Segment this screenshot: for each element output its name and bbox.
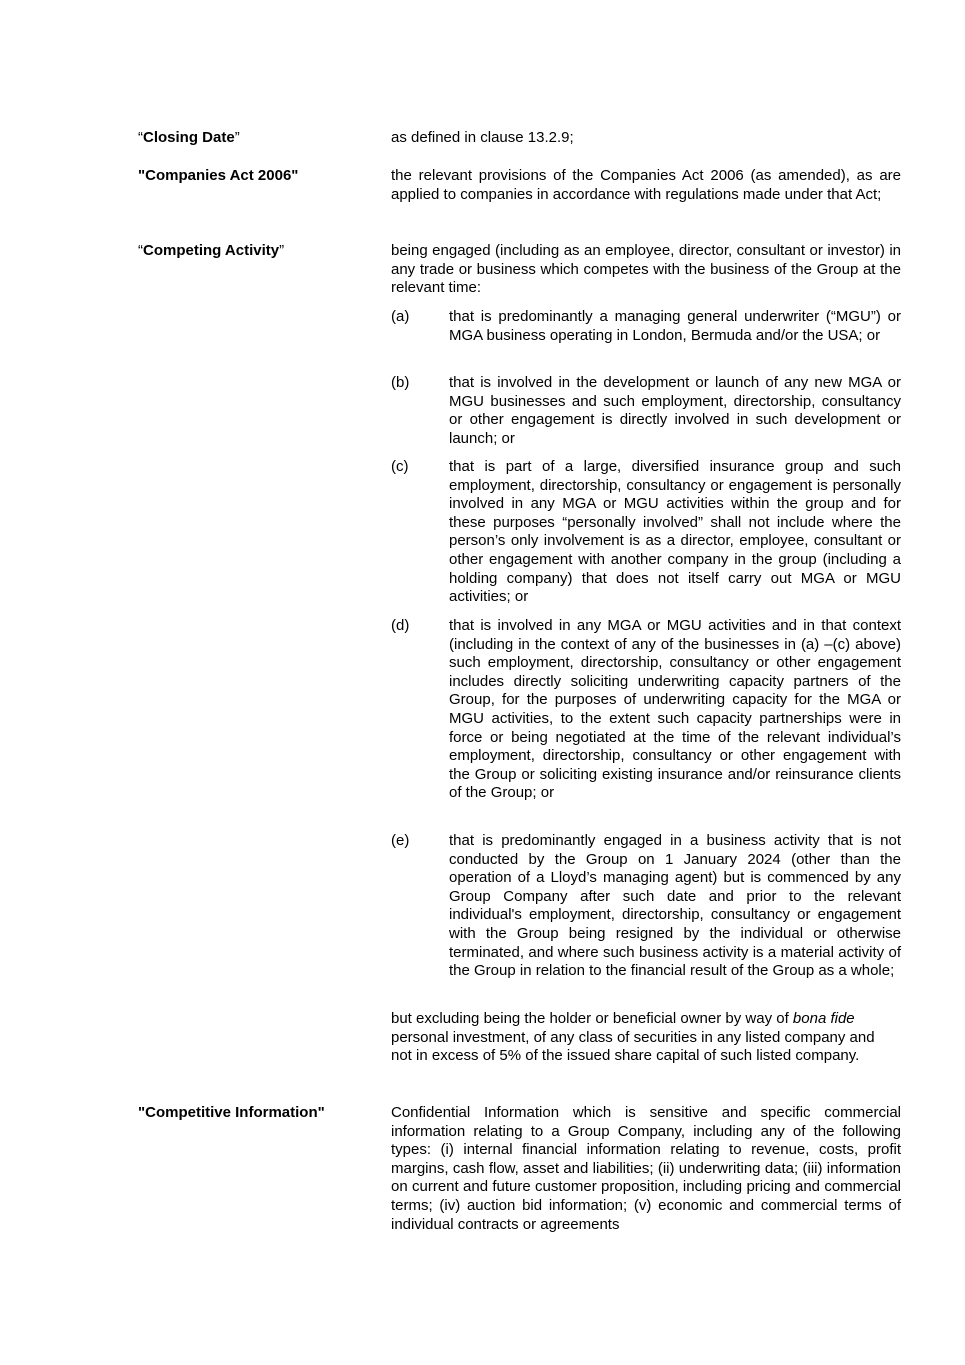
list-item-text: that is involved in any MGA or MGU activities and in that context (including in the context of any of the businesses in (a) –(c) above) such employment, directorship, consultancy or other engagement includes directly soliciting underwriting capacity partners of the Group, for the purposes of underwriting capacity for the MGA or MGU activities, to the extent such capacity partnerships were in force or being negotiated at the time of the relevant individual’s employment, directorship, consultancy or other engagement with the Group or soliciting existing insurance and/or reinsurance clients of the Group; or	[449, 617, 901, 802]
list-item-label: (c)	[391, 458, 409, 475]
exclusion-text: but excluding being the holder or beneficial owner by way of bona fide personal investment, of any class of securities in any listed company and not in excess of 5% of the issued share capital of such listed company.	[391, 1010, 875, 1065]
definition-term: “Competing Activity”	[138, 242, 285, 259]
definition-term: "Companies Act 2006"	[138, 167, 299, 184]
list-item-label: (e)	[391, 832, 410, 849]
term-label: Companies Act 2006	[145, 167, 292, 184]
definition-term: “Closing Date”	[138, 129, 240, 146]
definition-text: the relevant provisions of the Companies Act 2006 (as amended), as are applied to companies in accordance with regulations made under that Act;	[391, 167, 901, 203]
list-item-text: that is part of a large, diversified insurance group and such employment, directorship, consultancy or engagement is personally involved in any MGA or MGU activities within the group and for these purposes “personally involved” shall not include where the person’s only involvement is as a director, employee, consultant or other engagement with another company in the group (including a holding company) that does not itself carry out MGA or MGU activities; or	[449, 458, 901, 606]
definition-term: "Competitive Information"	[138, 1104, 325, 1121]
definition-text: Confidential Information which is sensitive and specific commercial information relating to a Group Company, including any of the following types: (i) internal financial information relating to revenue, costs, profit margins, cash flow, asset and liabilities; (ii) underwriting data; (iii) information on current and future customer proposition, including pricing and commercial terms; (iv) auction bid information; (v) economic and commercial terms of individual contracts or agreements	[391, 1104, 901, 1233]
list-item-label: (b)	[391, 374, 410, 391]
term-label: Closing Date	[143, 129, 235, 146]
list-item-label: (d)	[391, 617, 410, 634]
term-label: Competitive Information	[145, 1104, 318, 1121]
latin-phrase: bona fide	[792, 1010, 855, 1027]
definition-intro: being engaged (including as an employee, director, consultant or investor) in any trade or business which competes with the business of the Group at the relevant time:	[391, 242, 901, 297]
list-item-text: that is predominantly a managing general underwriter (“MGU”) or MGA business operating in London, Bermuda and/or the USA; or	[449, 308, 901, 344]
term-label: Competing Activity	[143, 242, 280, 259]
list-item-text: that is involved in the development or launch of any new MGA or MGU businesses and such employment, directorship, consultancy or other engagement is directly involved in such development or launch; or	[449, 374, 901, 447]
list-item-label: (a)	[391, 308, 410, 325]
definition-text: as defined in clause 13.2.9;	[391, 129, 574, 146]
list-item-text: that is predominantly engaged in a business activity that is not conducted by the Group on 1 January 2024 (other than the operation of a Lloyd’s managing agent) but is commenced by any Group Company after such date and prior to the relevant individual's employment, directorship, consultancy or engagement with the Group being resigned by the individual or otherwise terminated, and where such business activity is a material activity of the Group in relation to the financial result of the Group as a whole;	[449, 832, 901, 980]
